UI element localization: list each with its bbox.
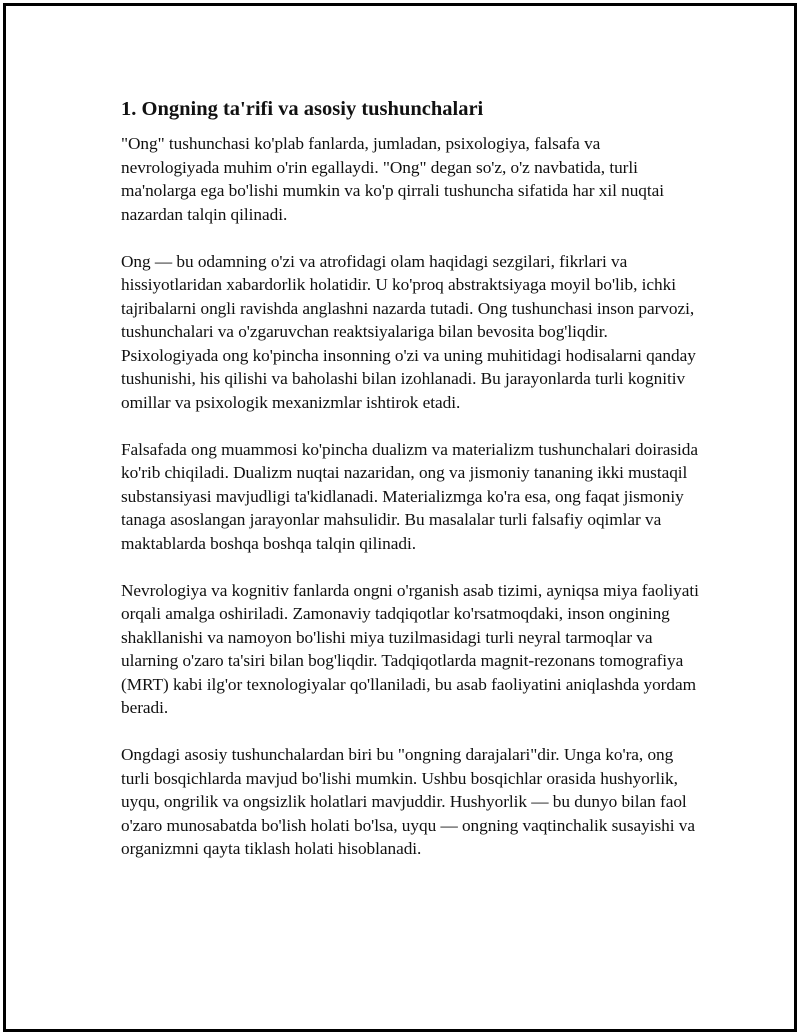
document-body — [121, 96, 701, 884]
paragraph-2: Ong — bu odamning o'zi va atrofidagi olam haqidagi sezgilari, fikrlari va hissiyotlaridan xabardorlik holatidir. U ko'proq abstraktsiyaga moyil bo'lib, ichki tajribalarni ongli ravishda anglashni nazarda tutadi. Ong tushunchasi inson parvozi, tushunchalari va o'zgaruvchan reaktsiyalariga bilan bevosita bog'liqdir. Psixologiyada ong ko'pincha insonning o'zi va uning muhitidagi hodisalarni qanday tushunishi, his qilishi va baholashi bilan izohlanadi. Bu jarayonlarda turli kognitiv omillar va psixologik mexanizmlar ishtirok etadi. — [121, 251, 696, 412]
paragraph-5: Ongdagi asosiy tushunchalardan biri bu "ongning darajalari"dir. Unga ko'ra, ong turli bosqichlarda mavjud bo'lishi mumkin. Ushbu bosqichlar orasida hushyorlik, uyqu, ongrilik va ongsizlik holatlari mavjuddir. Hushyorlik — bu dunyo bilan faol o'zaro munosabatda bo'lish holati bo'lsa, uyqu — ongning vaqtinchalik susayishi va organizmni qayta tiklash holati hisoblanadi. — [121, 745, 695, 858]
paragraph-3: Falsafada ong muammosi ko'pincha dualizm va materializm tushunchalari doirasida ko'rib chiqiladi. Dualizm nuqtai nazaridan, ong va jismoniy tananing ikki mustaqil substansiyasi mavjudligi ta'kidlanadi. Materializmga ko'ra esa, ong faqat jismoniy tanaga asoslangan jarayonlar mahsulidir. Bu masalalar turli falsafiy oqimlar va maktablarda boshqa boshqa talqin qilinadi. — [121, 439, 698, 553]
section-heading: 1. Ongning ta'rifi va asosiy tushunchalari — [121, 98, 484, 120]
page-frame — [3, 3, 797, 1032]
paragraph-1: "Ong" tushunchasi ko'plab fanlarda, jumladan, psixologiya, falsafa va nevrologiyada muhim o'rin egallaydi. "Ong" degan so'z, o'z navbatida, turli ma'nolarga ega bo'lishi mumkin va ko'p qirrali tushuncha sifatida har xil nuqtai nazardan talqin qilinadi. — [121, 134, 665, 224]
paragraph-4: Nevrologiya va kognitiv fanlarda ongni o'rganish asab tizimi, ayniqsa miya faoliyati orqali amalga oshiriladi. Zamonaviy tadqiqotlar ko'rsatmoqdaki, inson ongining shakllanishi va namoyon bo'lishi miya tuzilmasidagi turli neyral tarmoqlar va ularning o'zaro ta'siri bilan bog'liqdir. Tadqiqotlarda magnit-rezonans tomografiya (MRT) kabi ilg'or texnologiyalar qo'llaniladi, bu asab faoliyatini aniqlashda yordam beradi. — [121, 580, 699, 717]
